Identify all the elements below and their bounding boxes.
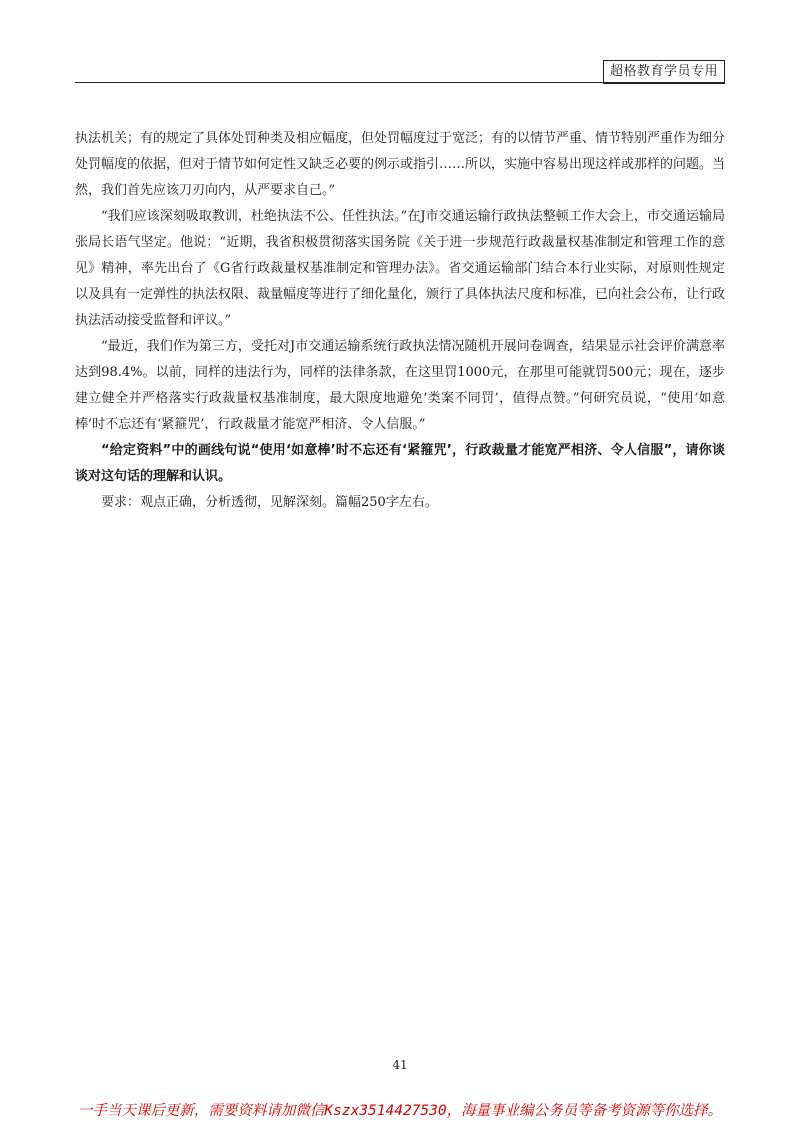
- header-badge: 超格教育学员专用: [603, 60, 725, 84]
- requirement-text: 要求：观点正确，分析透彻，见解深刻。篇幅250字左右。: [101, 495, 438, 510]
- page-number: 41: [392, 1058, 408, 1072]
- question-prompt: “给定资料”中的画线句说“使用‘如意棒’时不忘还有‘紧箍咒’，行政裁量才能宽严相济、令人信服”，请你谈谈对这句话的理解和认识。: [75, 443, 725, 484]
- footer-watermark-note: 一手当天课后更新，需要资料请加微信Kszx3514427530，海量事业编公务员等备考资源等你选择。: [77, 1103, 723, 1119]
- paragraph-director-quote: “我们应该深刻吸取教训，杜绝执法不公、任性执法。”在J市交通运输行政执法整顿工作大会上，市交通运输局张局长语气坚定。他说：“近期，我省积极贯彻落实国务院《关于进一步规范行政裁量权基准制定和管理工作的意见》精神，率先出台了《G省行政裁量权基准制定和管理办法》。省交通运输部门结合本行业实际，对原则性规定以及具有一定弹性的执法权限、裁量幅度等进行了细化量化，颁行了具体执法尺度和标准，已向社会公布，让行政执法活动接受监督和评议。”: [75, 209, 726, 328]
- paragraph-continuation: 执法机关；有的规定了具体处罚种类及相应幅度，但处罚幅度过于宽泛；有的以情节严重、情节特别严重作为细分处罚幅度的依据，但对于情节如何定性又缺乏必要的例示或指引……所以，实施中容易出现这样或那样的问题。当然，我们首先应该刀刃向内，从严要求自己。”: [75, 131, 726, 198]
- paragraph-researcher-quote: “最近，我们作为第三方，受托对J市交通运输系统行政执法情况随机开展问卷调查，结果显示社会评价满意率达到98.4%。以前，同样的违法行为，同样的法律条款，在这里罚1000元，在那里可能就罚500元；现在，逐步建立健全并严格落实行政裁量权基准制度，最大限度地避免‘类案不同罚’，值得点赞。”何研究员说，“使用‘如意棒’时不忘还有‘紧箍咒’，行政裁量才能宽严相济、令人信服。”: [75, 339, 725, 432]
- document-body: [75, 126, 725, 516]
- header-divider: [75, 82, 725, 83]
